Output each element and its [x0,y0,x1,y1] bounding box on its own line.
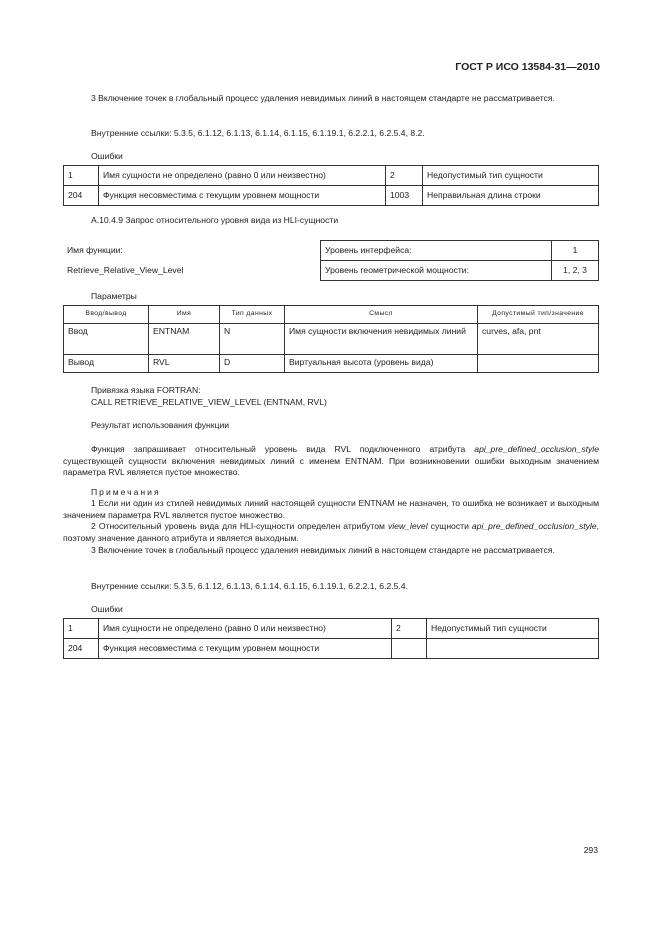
errors-table-2 [63,618,599,659]
column-header: Допустимый тип/значение [478,306,599,324]
function-description [63,444,599,479]
column-header: Имя [149,306,220,324]
param-io: Ввод [64,324,149,355]
param-name: ENTNAM [149,324,220,355]
error-code: 204 [64,639,99,659]
note2-entity: api_pre_defined_occlusion_style [471,521,597,531]
param-meaning: Виртуальная высота (уровень вида) [285,355,478,373]
function-name: Retrieve_Relative_View_Level [67,265,184,275]
error-text [427,639,599,659]
error-code: 1003 [386,186,423,206]
error-text: Функция несовместима с текущим уровнем мощности [99,186,386,206]
error-code: 204 [64,186,99,206]
note-2 [63,521,599,544]
internal-refs-2: Внутренние ссылки: 5.3.5, 6.1.12, 6.1.13, 6.1.14, 6.1.15, 6.1.19.1, 6.2.2.1, 6.2.5.4. [91,581,408,591]
internal-refs-1: Внутренние ссылки: 5.3.5, 6.1.12, 6.1.13, 6.1.14, 6.1.15, 6.1.19.1, 6.2.2.1, 6.2.5.4, 8.2. [91,128,425,138]
column-header: Смысл [285,306,478,324]
table-row [64,186,599,206]
page-number: 293 [583,845,598,855]
note2-text: сущности [427,521,472,531]
desc-text: существующей сущности включения невидимых линий с именем ENTNAM. При возникновении ошибки выходным значением параметра RVL является пустое множество. [63,455,599,477]
error-text: Недопустимый тип сущности [427,619,599,639]
errors-label-2: Ошибки [91,604,123,614]
param-type: N [220,324,285,355]
fortran-call: CALL RETRIEVE_RELATIVE_VIEW_LEVEL (ENTNAM, RVL) [91,397,327,407]
desc-text: Функция запрашивает относительный уровень вида RVL подключенного атрибута [91,444,475,454]
table-row [64,619,599,639]
note2-text: , поэтому значение данного атрибута и является выходным. [63,521,600,543]
param-io: Вывод [64,355,149,373]
table-row [64,639,599,659]
notes-title: Примечания [91,487,161,497]
param-meaning: Имя сущности включения невидимых линий [285,324,478,355]
table-row [321,241,599,261]
note2-text: 2 Относительный уровень вида для HLI-сущности определен атрибутом [91,521,388,531]
params-label: Параметры [91,291,137,301]
note-3-top: 3 Включение точек в глобальный процесс удаления невидимых линий в настоящем стандарте не рассматривается. [91,93,555,103]
table-row [64,355,599,373]
error-code: 1 [64,166,99,186]
error-text: Неправильная длина строки [423,186,599,206]
function-name-label: Имя функции: [67,245,123,255]
table-row [64,324,599,355]
param-allowed [478,355,599,373]
table-row [321,261,599,281]
errors-label-1: Ошибки [91,151,123,161]
error-text: Недопустимый тип сущности [423,166,599,186]
errors-table-1 [63,165,599,206]
interface-level-value: 1 [552,241,599,261]
error-code: 1 [64,619,99,639]
error-code [392,639,427,659]
param-allowed: curves, afa, pnt [478,324,599,355]
note2-attribute: view_level [387,521,428,531]
column-header: Тип данных [220,306,285,324]
fortran-label: Привязка языка FORTRAN: [91,385,201,395]
error-code: 2 [392,619,427,639]
params-table [63,305,599,373]
geometry-level-label: Уровень геометрической мощности: [321,261,552,281]
desc-attribute: api_pre_defined_occlusion_style [474,444,599,454]
error-code: 2 [386,166,423,186]
table-header-row [64,306,599,324]
column-header: Ввод/вывод [64,306,149,324]
error-text: Имя сущности не определено (равно 0 или неизвестно) [99,166,386,186]
param-name: RVL [149,355,220,373]
param-type: D [220,355,285,373]
document-header: ГОСТ Р ИСО 13584-31—2010 [455,61,600,73]
section-title: А.10.4.9 Запрос относительного уровня вида из HLI-сущности [91,215,339,225]
levels-table [320,240,599,281]
interface-level-label: Уровень интерфейса: [321,241,552,261]
result-label: Результат использования функции [91,420,230,430]
table-row [64,166,599,186]
note-1: 1 Если ни один из стилей невидимых линий настоящей сущности ENTNAM не назначен, то ошибка не возникает и выходным значением параметра RVL является пустое множество. [63,498,599,520]
error-text: Имя сущности не определено (равно 0 или неизвестно) [99,619,392,639]
error-text: Функция несовместима с текущим уровнем мощности [99,639,392,659]
geometry-level-value: 1, 2, 3 [552,261,599,281]
note-3: 3 Включение точек в глобальный процесс удаления невидимых линий в настоящем стандарте не рассматривается. [91,545,555,555]
